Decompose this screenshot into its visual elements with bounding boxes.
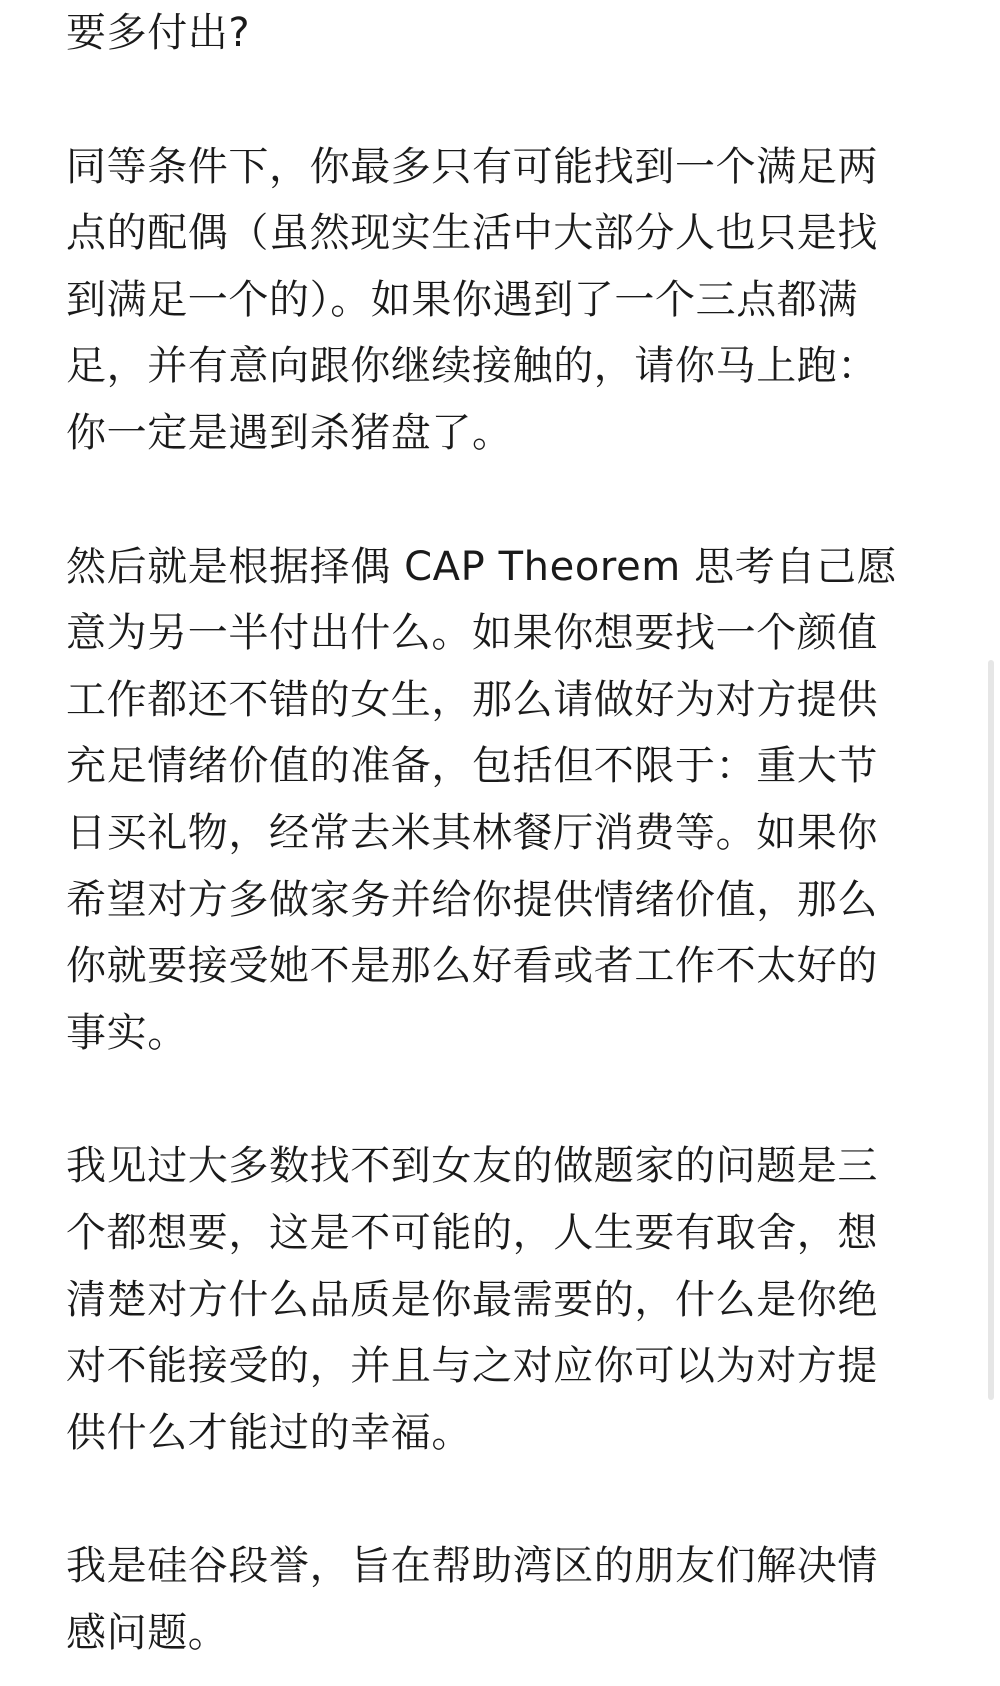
vertical-scrollbar[interactable] xyxy=(988,660,994,1400)
paragraph-gap xyxy=(66,1466,934,1533)
paragraph-gap xyxy=(66,67,934,134)
paragraph-cap-theorem: 然后就是根据择偶 CAP Theorem 思考自己愿 意为另一半付出什么。如果你想要找一个颜值 工作都还不错的女生，那么请做好为对方提供 充足情绪价值的准备，包括但不限于：重大节 日买礼物，经常去米其林餐厅消费等。如果你 希望对方多做家务并给你提供情绪价值，那么 你就要接受她不是那么好看或者工作不太好的 事实。 xyxy=(66,543,898,1056)
paragraph-gap xyxy=(66,467,934,534)
paragraph-signature: 我是硅谷段誉，旨在帮助湾区的朋友们解决情 感问题。 xyxy=(66,1543,878,1656)
paragraph-gap xyxy=(66,1066,934,1133)
article-body xyxy=(66,0,934,1666)
paragraph-two-points: 同等条件下，你最多只有可能找到一个满足两 点的配偶（虽然现实生活中大部分人也只是找 到满足一个的）。如果你遇到了一个三点都满 足，并有意向跟你继续接触的，请你马上跑： 你一定是遇到杀猪盘了。 xyxy=(66,143,878,456)
paragraph-intro-tail: 要多付出? xyxy=(66,10,251,56)
paragraph-tradeoffs: 我见过大多数找不到女友的做题家的问题是三 个都想要，这是不可能的，人生要有取舍，想 清楚对方什么品质是你最需要的，什么是你绝 对不能接受的，并且与之对应你可以为对方提 供什么才能过的幸福。 xyxy=(66,1143,878,1456)
